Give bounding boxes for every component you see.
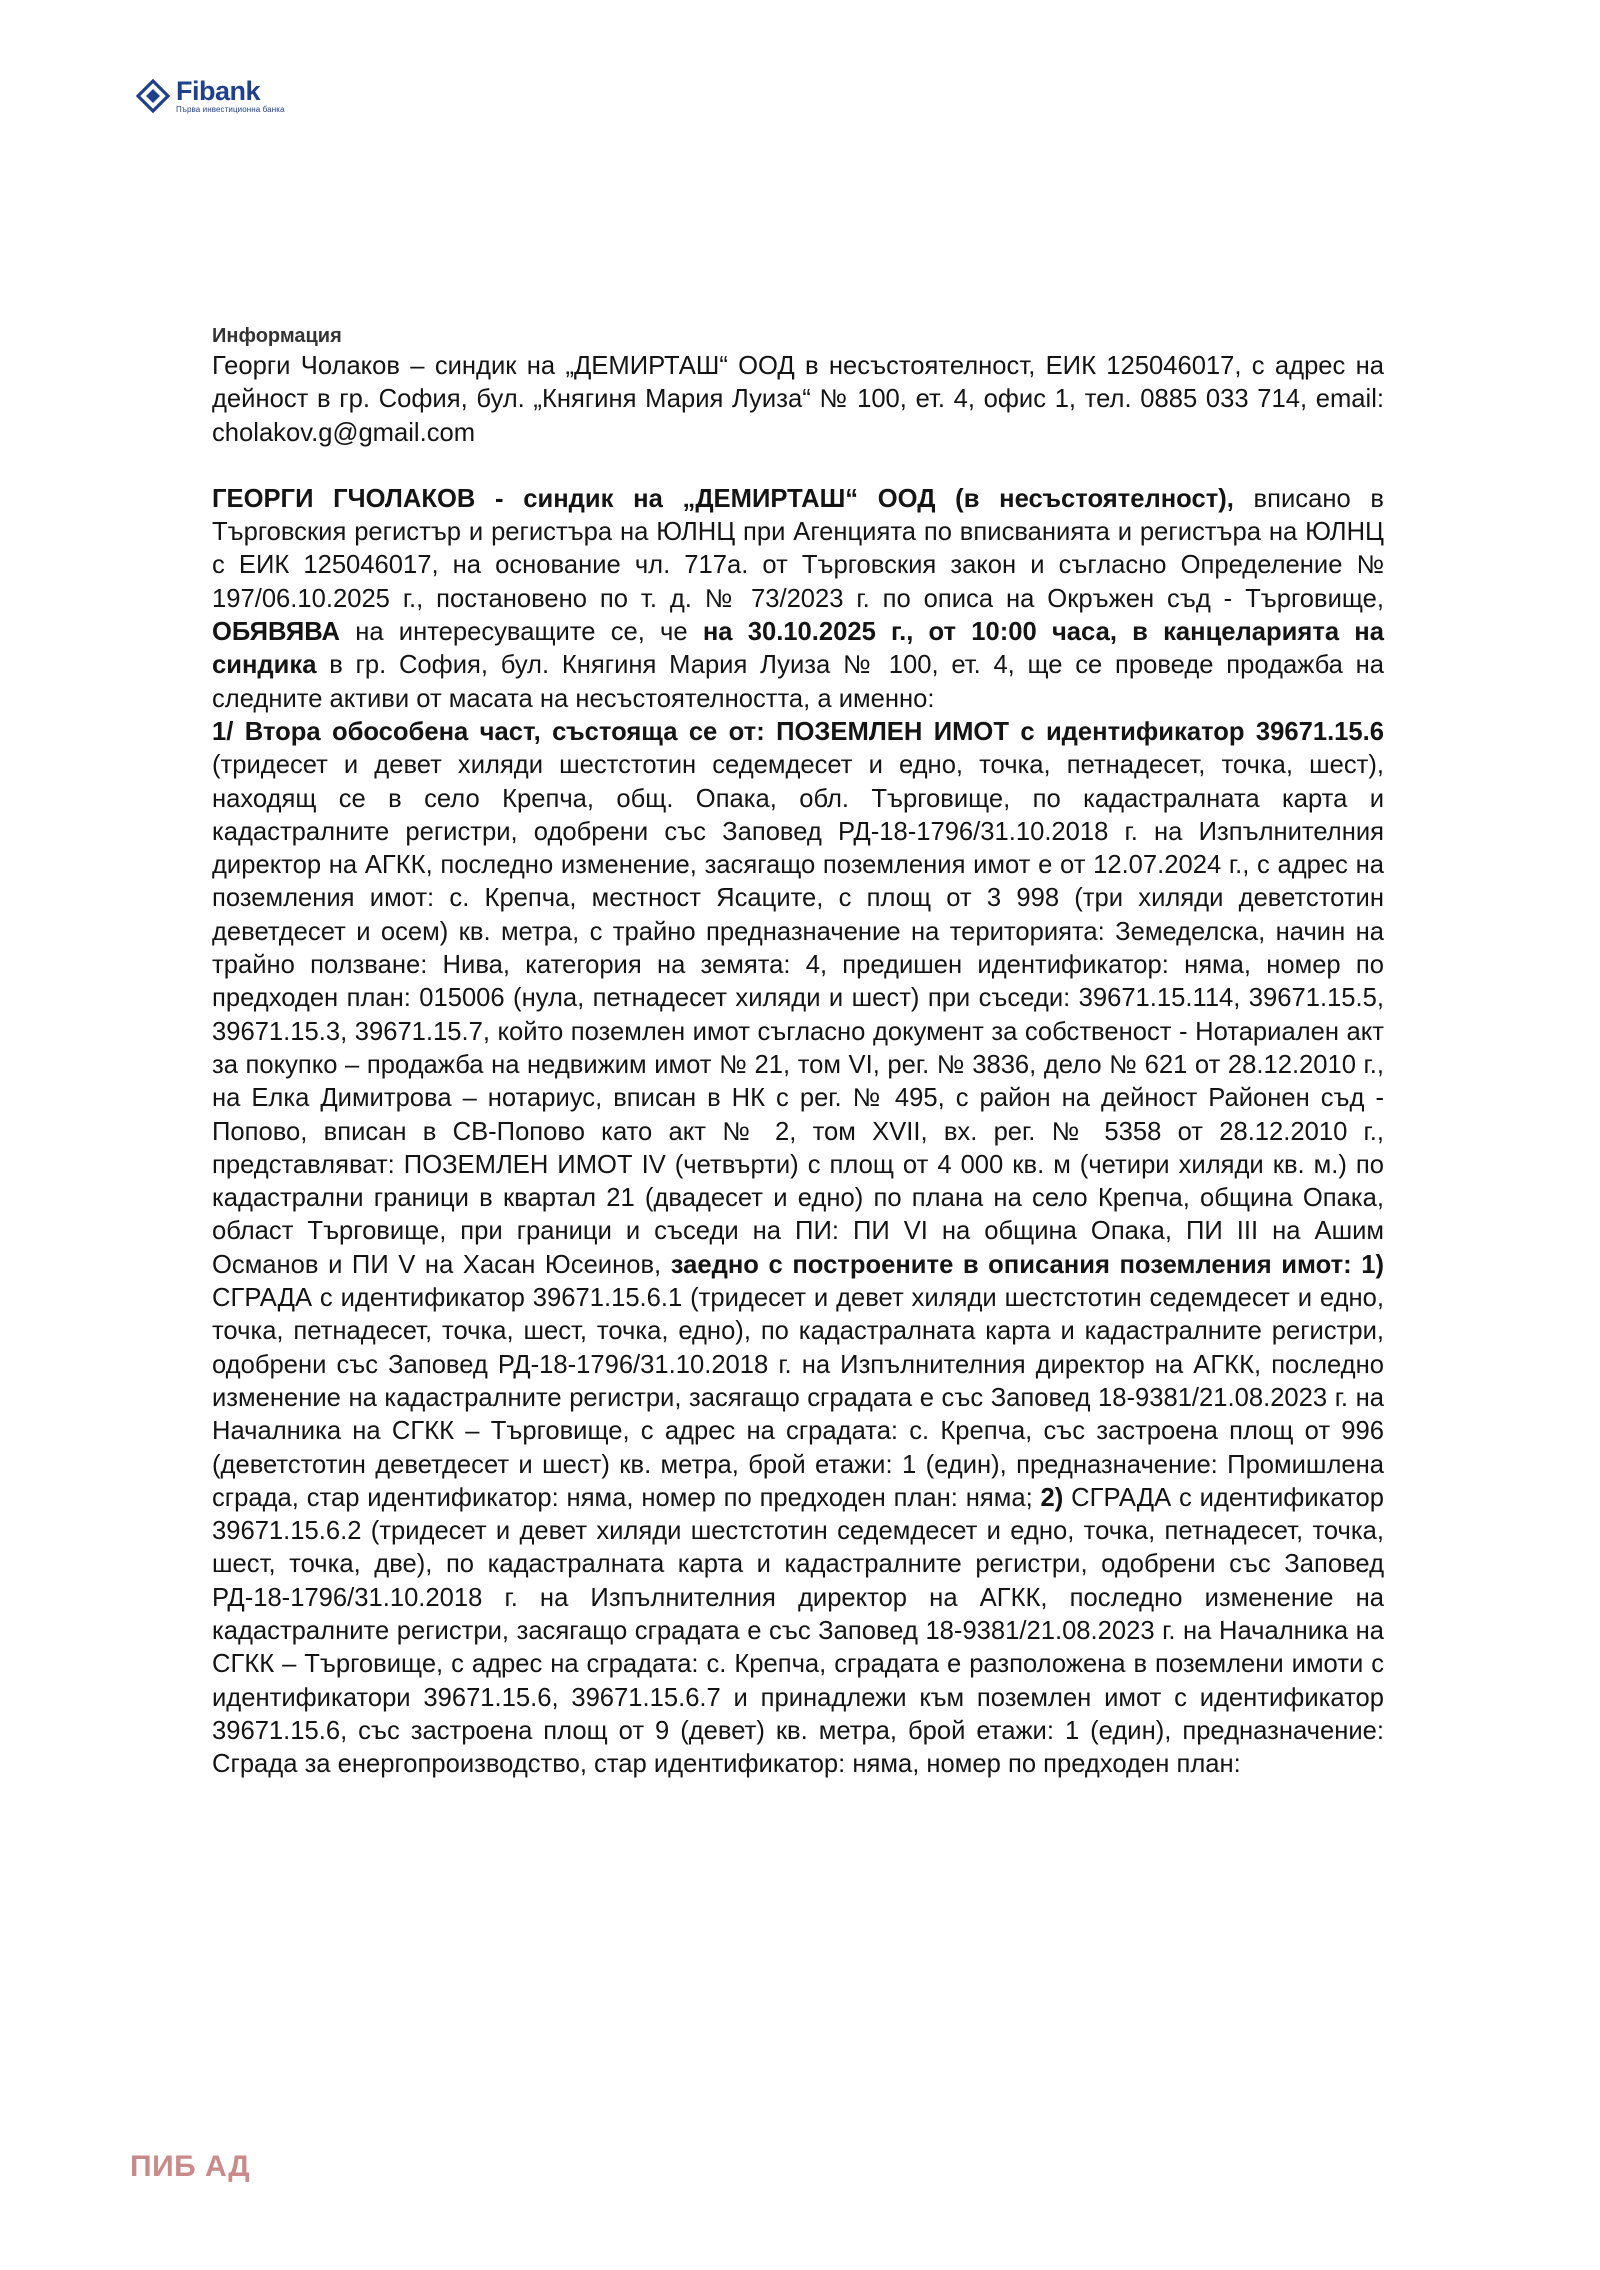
fibank-logo-icon xyxy=(136,79,170,113)
item-1-text-2: СГРАДА с идентификатор 39671.15.6.1 (тридесет и девет хиляди шестстотин седемдесет и едно, точка, петнадесет, точка, шест, точка, едно), по кадастралната карта и кадастралните регистри, одобрени със Заповед РД-18-1796/31.10.2018 г. на Изпълнителния директор на АГКК, последно изменение на кадастралните регистри, засягащо сградата е със Заповед 18-9381/21.08.2023 г. на Началника на СГКК – Търговище, с адрес на сградата: с. Крепча, със застроена площ от 996 (деветстотин деветдесет и шест) кв. метра, брой етажи: 1 (един), предназначение: Промишлена сграда, стар идентификатор: няма, номер по предходен план: няма; xyxy=(212,1284,1384,1512)
document-body xyxy=(212,322,1384,1781)
announcement-text-1: вписано в Търговския регистър и регистъра на ЮЛНЦ при Агенцията по вписванията и регистъра на ЮЛНЦ с ЕИК 125046017, на основание чл. 717а. от Търговския закон и съгласно Определение № 197/06.10.2025 г., постановено по т. д. № 73/2023 г. по описа на Окръжен съд - Търговище, xyxy=(212,484,1384,613)
fibank-logo xyxy=(136,78,285,114)
announcement-paragraph xyxy=(212,483,1384,716)
paragraph-spacer xyxy=(212,450,1384,483)
item-1-second-building: 2) xyxy=(1040,1483,1064,1512)
contact-paragraph: Георги Чолаков – синдик на „ДЕМИРТАШ“ ООД в несъстоятелност, ЕИК 125046017, с адрес на дейност в гр. София, бул. „Княгиня Мария Луиза“ № 100, ет. 4, офис 1, тел. 0885 033 714, email: cholakov.g@gmail.com xyxy=(212,352,1384,447)
item-1-buildings-lead: заедно с построените в описания поземления имот: 1) xyxy=(670,1250,1385,1279)
logo-name: Fibank xyxy=(176,76,261,106)
item-1-lead: 1/ Втора обособена част, състояща се от: ПОЗЕМЛЕН ИМОТ с идентификатор 39671.15.6 xyxy=(212,717,1384,746)
item-1-text-3: СГРАДА с идентификатор 39671.15.6.2 (тридесет и девет хиляди шестстотин седемдесет и едно, точка, петнадесет, точка, шест, точка, две), по кадастралната карта и кадастралните регистри, одобрени със Заповед РД-18-1796/31.10.2018 г. на Изпълнителния директор на АГКК, последно изменение на кадастралните регистри, засягащо сградата е със Заповед 18-9381/21.08.2023 г. на Началника на СГКК – Търговище, с адрес на сградата: с. Крепча, сградата е разположена в поземлени имоти с идентификатори 39671.15.6, 39671.15.6.7 и принадлежи към поземлен имот с идентификатор 39671.15.6, със застроена площ от 9 (девет) кв. метра, брой етажи: 1 (един), предназначение: Сграда за енергопроизводство, стар идентификатор: няма, номер по предходен план: xyxy=(212,1483,1384,1779)
item-1-paragraph xyxy=(212,716,1384,1782)
footer-watermark: ПИБ АД xyxy=(130,2150,251,2183)
announcement-text-2: на интересуващите се, че xyxy=(340,618,703,647)
logo-tagline: Първа инвестиционна банка xyxy=(176,105,285,114)
announces-keyword: ОБЯВЯВА xyxy=(212,618,340,647)
item-1-text-1: (тридесет и девет хиляди шестстотин седемдесет и едно, точка, петнадесет, точка, шест), находящ се в село Крепча, общ. Опака, обл. Търговище, по кадастралната карта и кадастралните регистри, одобрени със Заповед РД-18-1796/31.10.2018 г. на Изпълнителния директор на АГКК, последно изменение, засягащо поземления имот е от 12.07.2024 г., с адрес на поземления имот: с. Крепча, местност Ясаците, с площ от 3 998 (три хиляди деветстотин деветдесет и осем) кв. метра, с трайно предназначение на територията: Земеделска, начин на трайно ползване: Нива, категория на земята: 4, предишен идентификатор: няма, номер по предходен план: 015006 (нула, петнадесет хиляди и шест) при съседи: 39671.15.114, 39671.15.5, 39671.15.3, 39671.15.7, който поземлен имот съгласно документ за собственост - Нотариален акт за покупко – продажба на недвижим имот № 21, том VI, рег. № 3836, дело № 621 от 28.12.2010 г., на Елка Димитрова – нотариус, вписан в НК с рег. № 495, с район на дейност Районен съд - Попово, вписан в СВ-Попово като акт № 2, том XVII, вх. рег. № 5358 от 28.12.2010 г., представляват: ПОЗЕМЛЕН ИМОТ IV (четвърти) с площ от 4 000 кв. м (четири хиляди кв. м.) по кадастрални граници в квартал 21 (двадесет и едно) по плана на село Крепча, община Опака, област Търговище, при граници и съседи на ПИ: ПИ VI на община Опака, ПИ III на Ашим Османов и ПИ V на Хасан Юсеинов, xyxy=(212,751,1384,1279)
announcement-lead: ГЕОРГИ ГЧОЛАКОВ - синдик на „ДЕМИРТАШ“ ООД (в несъстоятелност), xyxy=(212,484,1234,513)
sale-date-time: на 30.10.2025 г., от 10:00 часа, в канцеларията на синдика xyxy=(212,618,1384,680)
document-heading: Информация xyxy=(212,325,342,347)
announcement-text-3: в гр. София, бул. Княгиня Мария Луиза № 100, ет. 4, ще се проведе продажба на следните активи от масата на несъстоятелността, а именно: xyxy=(212,651,1384,713)
